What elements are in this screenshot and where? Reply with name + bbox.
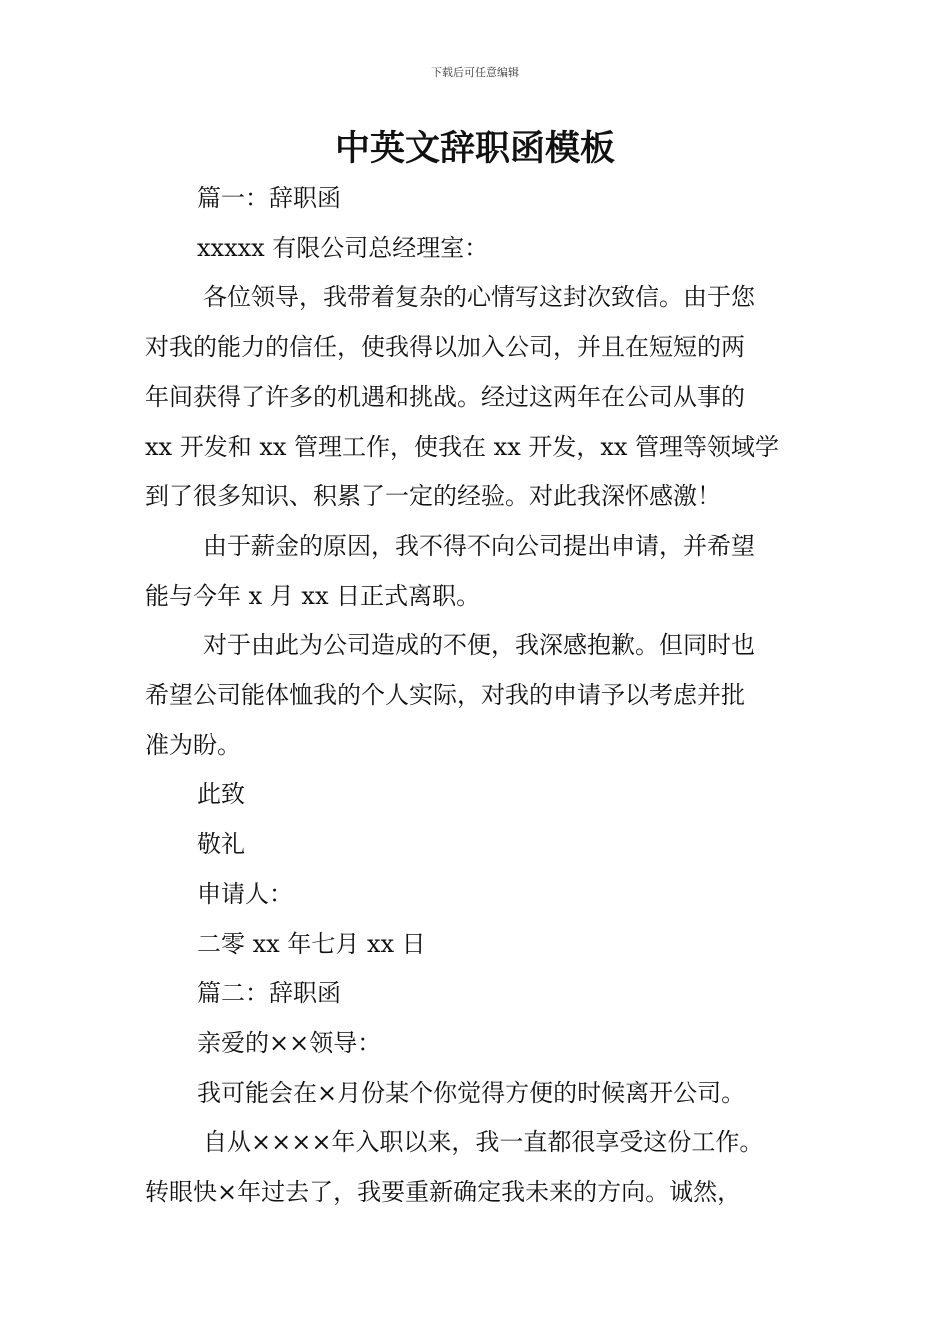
closing-line: 此致 bbox=[197, 780, 245, 809]
date-line: 二零 xx 年七月 xx 日 bbox=[197, 929, 426, 958]
applicant-line: 申请人： bbox=[197, 879, 293, 908]
paragraph-line: 各位领导，我带着复杂的心情写这封次致信。由于您 bbox=[203, 283, 755, 312]
paragraph bbox=[145, 621, 830, 770]
section-heading: 篇一：辞职函 bbox=[197, 184, 341, 212]
paragraph-line: 自从××××年入职以来，我一直都很享受这份工作。 bbox=[203, 1128, 764, 1157]
section-heading: 篇二：辞职函 bbox=[197, 979, 341, 1008]
paragraph bbox=[145, 1118, 830, 1217]
paragraph-line: 对于由此为公司造成的不便，我深感抱歉。但同时也 bbox=[203, 631, 755, 660]
recipient-line: 亲爱的××领导： bbox=[197, 1028, 382, 1057]
recipient-line: xxxxx 有限公司总经理室： bbox=[197, 233, 489, 262]
header-note: 下载后可任意编辑 bbox=[431, 66, 519, 79]
paragraph-line: 我可能会在×月份某个你觉得方便的时候离开公司。 bbox=[197, 1078, 746, 1107]
paragraph-line: 转眼快×年过去了，我要重新确定我未来的方向。诚然， bbox=[145, 1178, 742, 1207]
paragraph-line: 能与今年 x 月 xx 日正式离职。 bbox=[145, 581, 481, 610]
document-title: 中英文辞职函模板 bbox=[334, 129, 615, 169]
closing-line: 敬礼 bbox=[197, 830, 245, 859]
paragraph-line: 年间获得了许多的机遇和挑战。经过这两年在公司从事的 bbox=[145, 382, 745, 411]
paragraph bbox=[145, 522, 830, 621]
paragraph-line: 对我的能力的信任，使我得以加入公司，并且在短短的两 bbox=[145, 333, 745, 362]
document-body bbox=[145, 174, 830, 1218]
paragraph-line: xx 开发和 xx 管理工作，使我在 xx 开发，xx 管理等领域学 bbox=[145, 432, 780, 461]
paragraph-line: 准为盼。 bbox=[145, 730, 241, 759]
paragraph-line: 到了很多知识、积累了一定的经验。对此我深怀感激！ bbox=[145, 482, 721, 511]
paragraph-line: 由于薪金的原因，我不得不向公司提出申请，并希望 bbox=[203, 531, 755, 560]
paragraph bbox=[145, 273, 830, 522]
paragraph-line: 希望公司能体恤我的个人实际，对我的申请予以考虑并批 bbox=[145, 681, 745, 710]
